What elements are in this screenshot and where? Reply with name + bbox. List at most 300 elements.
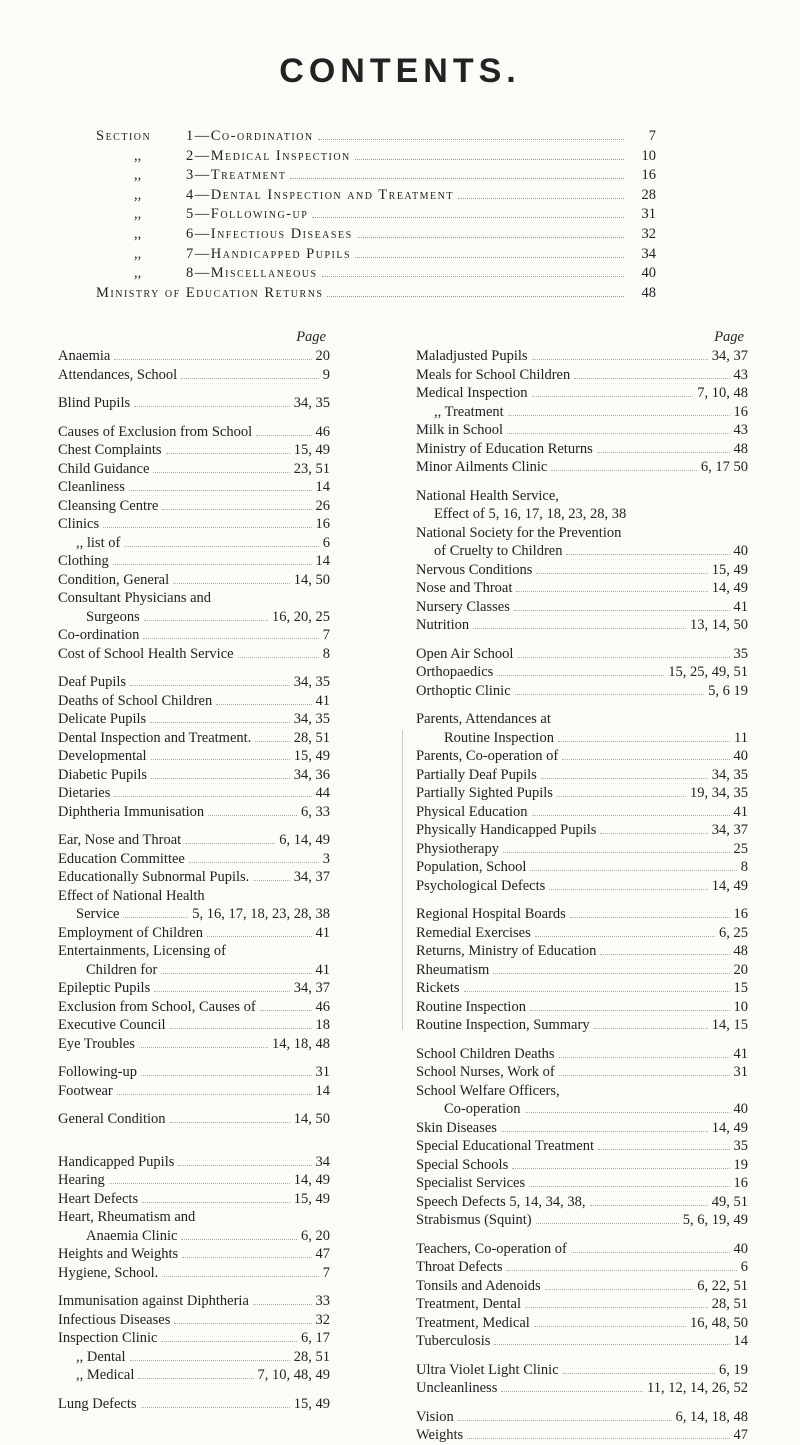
toc-entry (96, 205, 656, 225)
index-entry-label: ,, list of (76, 534, 121, 551)
index-entry (58, 608, 330, 627)
index-entry-pages: 5, 16, 17, 18, 23, 28, 38 (192, 906, 330, 922)
index-entry (416, 440, 748, 459)
leader-dots (142, 1202, 290, 1203)
index-entry-pages: 15, 49 (293, 748, 330, 764)
index-entry-label: Medical Inspection (416, 385, 528, 401)
index-entry-label: School Nurses, Work of (416, 1064, 555, 1080)
leader-dots (154, 991, 290, 992)
index-entry-label: School Welfare Officers, (416, 1082, 560, 1099)
index-entry-label: Education Committee (58, 850, 185, 867)
toc-label: 5—Following-up (186, 206, 309, 223)
toc-entry (96, 127, 656, 147)
index-entry-label: Milk in School (416, 422, 504, 438)
index-entry-label: ,, Treatment (434, 403, 504, 420)
index-entry-label: Rheumatism (416, 961, 490, 978)
index-entry-label: Nutrition (416, 617, 470, 633)
index-entry-pages: 48 (733, 440, 748, 457)
index-entry-label: Immunisation against Diphtheria (58, 1293, 249, 1309)
leader-dots (327, 296, 624, 297)
index-entry (416, 347, 748, 366)
leader-dots (507, 1270, 737, 1271)
index-entry (416, 579, 748, 598)
index-entry-label: Causes of Exclusion from School (58, 423, 253, 440)
index-entry (416, 1174, 748, 1193)
leader-dots (566, 554, 729, 555)
index-entry-pages: 6 (322, 534, 330, 551)
index-entry-label: Skin Diseases (416, 1119, 497, 1136)
index-entry (416, 905, 748, 924)
toc-section-prefix: ,, (134, 206, 142, 223)
index-entry-label: Handicapped Pupils (58, 1153, 175, 1170)
index-entry-pages: 34, 36 (293, 766, 330, 783)
index-entry-label: Uncleanliness (416, 1380, 498, 1396)
index-entry-label: Delicate Pupils (58, 711, 147, 727)
toc-section-prefix: ,, (134, 167, 142, 184)
leader-dots (600, 954, 729, 955)
index-entry-pages: 6, 19 (719, 1361, 748, 1378)
leader-dots (207, 936, 312, 937)
index-entry (58, 924, 330, 943)
index-entry-label: Regional Hospital Boards (416, 906, 566, 922)
index-entry (416, 458, 748, 477)
index-entry-label: Ministry of Education Returns (416, 440, 593, 457)
index-entry-pages: 6, 20 (301, 1227, 330, 1244)
index-entry-pages: 19 (733, 1156, 748, 1173)
index-entry-label: Tuberculosis (416, 1333, 491, 1349)
index-entry-label: Tonsils and Adenoids (416, 1277, 541, 1294)
index-entry-label: Inspection Clinic (58, 1330, 158, 1346)
index-entry-label: Parents, Attendances at (416, 711, 551, 727)
index-entry-label: Partially Sighted Pupils (416, 785, 553, 801)
index-entry (416, 1426, 748, 1445)
leader-dots (185, 843, 275, 844)
index-entry-pages: 41 (733, 1045, 748, 1062)
index-entry (58, 571, 330, 590)
leader-dots (170, 1122, 290, 1123)
index-entry (416, 663, 748, 682)
index-entry-pages: 5, 6, 19, 49 (682, 1212, 748, 1228)
leader-dots (517, 657, 729, 658)
leader-dots (557, 796, 686, 797)
index-entry (416, 1295, 748, 1314)
leader-dots (161, 973, 311, 974)
leader-dots (458, 198, 624, 199)
leader-dots (322, 276, 624, 277)
index-entry-label: Ear, Nose and Throat (58, 832, 182, 848)
index-entry (58, 1110, 330, 1129)
index-entry-label: Hygiene, School. (58, 1264, 159, 1281)
index-entry-label: Partially Deaf Pupils (416, 766, 537, 783)
index-entry-label: ,, Medical (76, 1367, 135, 1383)
index-entry-pages: 46 (315, 423, 330, 440)
index-entry (58, 1153, 330, 1172)
leader-dots (255, 741, 289, 742)
index-entry (58, 692, 330, 711)
toc-label: Ministry of Education Returns (96, 284, 324, 301)
index-entry (416, 998, 748, 1017)
index-entry-label: Specialist Services (416, 1175, 526, 1191)
index-entry (416, 1063, 748, 1082)
page-column-heading: Page (296, 329, 326, 345)
index-entry-pages: 13, 14, 50 (690, 617, 748, 633)
leader-dots (151, 759, 290, 760)
index-entry-pages: 31 (315, 1064, 330, 1080)
index-entry (416, 645, 748, 664)
index-entry (416, 1277, 748, 1296)
index-entry-pages: 41 (733, 803, 748, 820)
index-entry (416, 942, 748, 961)
leader-dots (161, 1341, 297, 1342)
index-entry-pages: 6, 17 50 (700, 459, 748, 475)
page-title: CONTENTS. (279, 52, 521, 90)
index-entry-pages: 43 (733, 422, 748, 438)
index-entry-pages: 47 (315, 1246, 330, 1262)
leader-dots (208, 815, 297, 816)
leader-dots (562, 759, 729, 760)
index-entry-label: Throat Defects (416, 1259, 503, 1275)
index-entry-label: Eye Troubles (58, 1035, 135, 1052)
leader-dots (130, 1360, 290, 1361)
index-entry-label: Heights and Weights (58, 1246, 179, 1262)
index-entry (58, 626, 330, 645)
index-entry-label: Developmental (58, 748, 147, 764)
leader-dots (512, 1168, 729, 1169)
index-entry (416, 1016, 748, 1035)
index-entry (58, 803, 330, 822)
leader-dots (597, 452, 730, 453)
index-entry-pages: 14, 15 (711, 1017, 748, 1033)
index-entry-pages: 8 (322, 645, 330, 662)
leader-dots (134, 406, 290, 407)
index-entry (58, 1329, 330, 1348)
index-entry-pages: 14 (315, 479, 330, 495)
index-entry-label: Children for (86, 961, 158, 978)
toc-page-number: 7 (648, 128, 656, 144)
index-entry-pages: 15, 49 (711, 561, 748, 578)
index-entry (58, 710, 330, 729)
toc-section-prefix: ,, (134, 265, 142, 282)
index-entry-pages: 9 (322, 366, 330, 383)
leader-dots (545, 1289, 694, 1290)
index-entry-label: Deaf Pupils (58, 674, 127, 690)
index-entry (58, 534, 330, 553)
index-entry (416, 766, 748, 785)
leader-dots (290, 178, 624, 179)
index-entry (58, 1227, 330, 1246)
toc-page-number: 16 (641, 167, 656, 184)
column-divider (402, 730, 403, 1030)
leader-dots (238, 657, 319, 658)
index-entry-pages: 28, 51 (711, 1296, 748, 1312)
index-entry-pages: 32 (315, 1311, 330, 1328)
index-entry (416, 961, 748, 980)
leader-dots (181, 378, 319, 379)
index-entry-label: Weights (416, 1427, 464, 1443)
index-entry (58, 347, 330, 366)
index-entry (58, 850, 330, 869)
leader-dots (103, 527, 311, 528)
index-entry-pages: 8 (740, 859, 748, 875)
leader-dots (458, 1420, 672, 1421)
leader-dots (525, 1112, 730, 1113)
index-entry-pages: 15, 49 (293, 442, 330, 458)
leader-dots (260, 1010, 312, 1011)
index-entry (416, 1100, 748, 1119)
leader-dots (590, 1205, 708, 1206)
leader-dots (162, 1276, 318, 1277)
index-entry-pages: 15, 49 (293, 1395, 330, 1412)
index-entry (58, 1063, 330, 1082)
index-entry-label: Heart, Rheumatism and (58, 1209, 196, 1225)
index-entry (58, 766, 330, 785)
index-entry-pages: 34, 37 (293, 869, 330, 885)
index-entry-pages: 16 (733, 906, 748, 922)
index-entry-pages: 15, 25, 49, 51 (668, 664, 748, 680)
leader-dots (549, 889, 707, 890)
index-entry-pages: 20 (733, 961, 748, 978)
index-entry-pages: 34, 35 (293, 674, 330, 690)
leader-dots (503, 852, 730, 853)
leader-dots (162, 509, 311, 510)
index-entry (416, 1240, 748, 1259)
index-entry-label: Clinics (58, 516, 100, 532)
leader-dots (501, 1391, 643, 1392)
index-entry-label: Special Educational Treatment (416, 1138, 594, 1154)
leader-dots (493, 973, 729, 974)
index-entry-pages: 14, 49 (711, 877, 748, 894)
leader-dots (174, 1323, 311, 1324)
index-entry (58, 979, 330, 998)
index-entry-pages: 5, 6 19 (708, 682, 748, 699)
index-entry-pages: 6, 22, 51 (697, 1277, 748, 1294)
index-entry-pages: 40 (733, 543, 748, 559)
index-entry-label: Anaemia Clinic (86, 1227, 178, 1244)
leader-dots (574, 378, 729, 379)
index-entry (416, 729, 748, 748)
index-entry (58, 1082, 330, 1101)
index-entry (416, 487, 748, 506)
toc-label: 6—Infectious Diseases (186, 225, 353, 242)
index-entry-pages: 6, 14, 49 (279, 832, 330, 848)
leader-dots (530, 1010, 730, 1011)
leader-dots (166, 453, 290, 454)
index-entry-label: School Children Deaths (416, 1045, 555, 1062)
index-entry-label: National Health Service, (416, 487, 559, 504)
index-entry (416, 421, 748, 440)
toc-page-number: 28 (641, 186, 656, 203)
index-entry-label: Open Air School (416, 645, 514, 662)
toc-page-number: 10 (641, 147, 656, 164)
index-entry-pages: 40 (733, 1101, 748, 1117)
index-entry-label: Rickets (416, 980, 460, 996)
index-entry-label: Physiotherapy (416, 840, 499, 857)
index-entry-pages: 14 (315, 1082, 330, 1099)
index-entry-pages: 25 (733, 840, 748, 857)
index-entry (416, 542, 748, 561)
index-entry-label: Co-operation (444, 1101, 521, 1117)
leader-dots (536, 573, 707, 574)
index-entry (416, 1361, 748, 1380)
leader-dots (594, 1028, 708, 1029)
index-entry (58, 1171, 330, 1190)
index-entry-label: Population, School (416, 859, 527, 875)
index-entry-pages: 34 (315, 1153, 330, 1170)
index-entry-pages: 41 (733, 598, 748, 615)
index-entry-pages: 31 (733, 1064, 748, 1080)
index-entry-label: Maladjusted Pupils (416, 348, 528, 364)
index-entry-label: Hearing (58, 1172, 105, 1188)
leader-dots (529, 1186, 729, 1187)
index-entry (416, 840, 748, 859)
index-entry-pages: 28, 51 (293, 1348, 330, 1365)
index-entry (58, 1264, 330, 1283)
index-entry-label: Exclusion from School, Causes of (58, 998, 256, 1015)
leader-dots (124, 546, 318, 547)
index-entry-pages: 6, 14, 18, 48 (675, 1408, 748, 1425)
index-entry-pages: 18 (315, 1017, 330, 1033)
index-entry-pages: 48 (733, 943, 748, 959)
index-entry-pages: 34, 35 (293, 395, 330, 411)
leader-dots (534, 1326, 686, 1327)
leader-dots (216, 704, 311, 705)
leader-dots (114, 359, 311, 360)
leader-dots (182, 1257, 311, 1258)
page-column-heading: Page (714, 329, 744, 345)
index-entry-pages: 16 (733, 1175, 748, 1191)
toc-entry (96, 225, 656, 245)
index-entry (58, 784, 330, 803)
toc-section-prefix: ,, (134, 186, 142, 203)
index-entry (58, 1035, 330, 1054)
leader-dots (541, 778, 708, 779)
index-entry (416, 366, 748, 385)
index-entry-label: Entertainments, Licensing of (58, 943, 226, 959)
index-entry-label: Cleansing Centre (58, 497, 159, 514)
index-entry-label: Infectious Diseases (58, 1311, 171, 1328)
leader-dots (497, 675, 664, 676)
index-entry (58, 1366, 330, 1385)
index-entry-label: Co-ordination (58, 627, 140, 643)
index-entry-label: Footwear (58, 1082, 113, 1099)
index-entry-label: Deaths of School Children (58, 692, 213, 709)
index-entry (416, 1137, 748, 1156)
index-entry-label: Anaemia (58, 348, 111, 364)
leader-dots (559, 1057, 730, 1058)
leader-dots (515, 694, 704, 695)
index-entry-label: Treatment, Dental (416, 1296, 521, 1312)
index-entry-pages: 7 (322, 1264, 330, 1281)
index-entry (58, 478, 330, 497)
index-entry-pages: 16 (315, 516, 330, 532)
leader-dots (114, 796, 311, 797)
leader-dots (570, 917, 730, 918)
leader-dots (189, 862, 319, 863)
leader-dots (571, 1252, 730, 1253)
index-entry-label: Clothing (58, 553, 109, 569)
index-entry-pages: 11, 12, 14, 26, 52 (647, 1380, 748, 1396)
index-entry-label: Routine Inspection (416, 998, 526, 1015)
toc-entry (96, 186, 656, 206)
index-entry-label: Blind Pupils (58, 395, 131, 411)
leader-dots (516, 591, 707, 592)
index-entry (416, 598, 748, 617)
leader-dots (535, 936, 715, 937)
index-entry-label: Minor Ailments Clinic (416, 459, 548, 475)
index-entry-pages: 23, 51 (293, 460, 330, 477)
index-entry (416, 561, 748, 580)
index-entry-pages: 7, 10, 48, 49 (257, 1367, 330, 1383)
index-entry-label: Condition, General (58, 571, 170, 588)
index-entry-pages: 6, 33 (301, 803, 330, 820)
index-entry-pages: 28, 51 (293, 729, 330, 746)
index-entry-pages: 16 (733, 403, 748, 420)
index-entry-label: Diabetic Pupils (58, 766, 148, 783)
leader-dots (525, 1307, 708, 1308)
index-entry (58, 1348, 330, 1367)
index-entry (416, 858, 748, 877)
index-list-right (416, 347, 748, 1445)
index-entry (58, 673, 330, 692)
leader-dots (355, 159, 624, 160)
leader-dots (467, 1438, 729, 1439)
index-entry (416, 1156, 748, 1175)
index-entry-pages: 10 (733, 998, 748, 1015)
index-entry (416, 1332, 748, 1351)
index-entry-label: Epileptic Pupils (58, 980, 151, 996)
index-entry-label: Diphtheria Immunisation (58, 803, 205, 820)
index-entry-label: Nervous Conditions (416, 561, 533, 578)
index-entry (416, 384, 748, 403)
index-entry (58, 1292, 330, 1311)
index-entry-pages: 14, 50 (293, 571, 330, 588)
index-entry (416, 747, 748, 766)
index-entry (416, 1258, 748, 1277)
index-entry-pages: 14, 49 (711, 580, 748, 596)
index-entry (58, 441, 330, 460)
leader-dots (536, 1223, 679, 1224)
toc-page-number: 34 (641, 245, 656, 262)
index-right-column (416, 328, 748, 1445)
leader-dots (117, 1094, 312, 1095)
index-entry-label: Routine Inspection (444, 729, 554, 746)
toc-entry (96, 264, 656, 284)
toc-page-number: 31 (641, 206, 656, 223)
leader-dots (355, 257, 624, 258)
index-entry-label: Meals for School Children (416, 366, 571, 383)
toc-entry (96, 147, 656, 167)
leader-dots (494, 1344, 729, 1345)
index-entry-pages: 34, 37 (293, 980, 330, 996)
leader-dots (507, 433, 729, 434)
index-entry-pages: 34, 37 (711, 348, 748, 364)
index-entry-pages: 14, 18, 48 (272, 1035, 330, 1052)
toc-page-number: 48 (641, 284, 656, 301)
index-entry-label: Psychological Defects (416, 877, 546, 894)
index-entry-label: of Cruelty to Children (434, 543, 563, 559)
index-entry (416, 682, 748, 701)
toc-label: 3—Treatment (186, 167, 287, 184)
index-entry-pages: 14, 50 (293, 1111, 330, 1127)
index-entry-label: General Condition (58, 1111, 166, 1127)
index-entry (58, 589, 330, 608)
index-entry (58, 394, 330, 413)
leader-dots (464, 991, 730, 992)
toc-section-prefix: ,, (134, 225, 142, 242)
index-entry (416, 403, 748, 422)
index-entry (58, 1016, 330, 1035)
index-entry-label: Effect of National Health (58, 887, 205, 904)
